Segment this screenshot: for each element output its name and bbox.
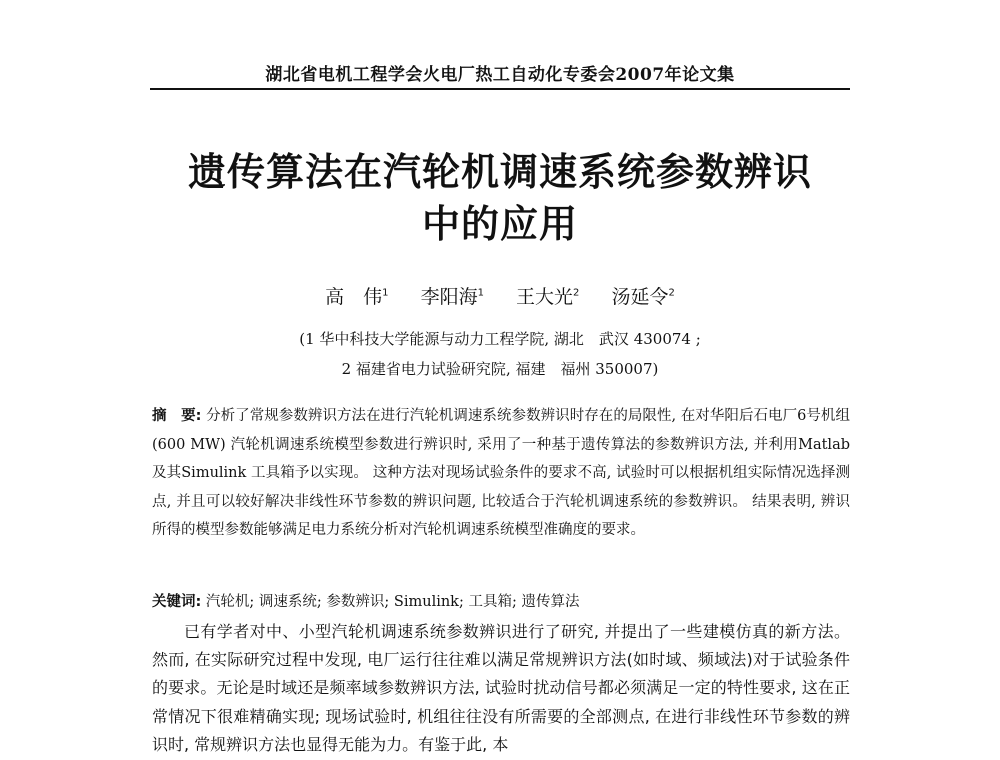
author-list — [150, 282, 850, 309]
author — [421, 282, 484, 309]
author-affiliation-mark: 1 — [382, 287, 389, 299]
author — [611, 282, 674, 309]
keywords — [152, 588, 850, 616]
keywords-text: 汽轮机; 调速系统; 参数辨识; Simulink; 工具箱; 遗传算法 — [201, 594, 580, 610]
affiliation-1: (1 华中科技大学能源与动力工程学院, 湖北 武汉 430074 ; — [299, 330, 701, 348]
author-affiliation-mark: 1 — [477, 287, 484, 299]
author-affiliation-mark: 2 — [668, 287, 675, 299]
author-affiliation-mark: 2 — [573, 287, 580, 299]
author — [516, 282, 579, 309]
author-name: 高 伟 — [325, 286, 383, 308]
running-header: 湖北省电机工程学会火电厂热工自动化专委会2007年论文集 — [265, 65, 735, 85]
abstract-text: 分析了常规参数辨识方法在进行汽轮机调速系统参数辨识时存在的局限性, 在对华阳后石电厂6号机组(600 MW) 汽轮机调速系统模型参数进行辨识时, 采用了一种基于遗传算法的参数辨识方法, 并利用Matlab 及其Simulink 工具箱予以实现。 这种方法对现场试验条件的要求不高, 试验时可以根据机组实际情况选择测点, 并且可以较好解决非线性环节参数的辨识问题, 比较适合于汽轮机调速系统的参数辨识。 结果表明, 辨识所得的模型参数能够满足电力系统分析对汽轮机调速系统模型准确度的要求。 — [152, 408, 850, 538]
abstract-label: 摘 要: — [152, 408, 202, 424]
paper-title — [100, 146, 900, 250]
author-name: 李阳海 — [420, 286, 478, 308]
header-rule — [150, 88, 850, 90]
abstract — [152, 402, 850, 545]
title-line-2: 中的应用 — [421, 202, 578, 246]
affiliation-2: 2 福建省电力试验研究院, 福建 福州 350007) — [341, 360, 659, 378]
author-name: 汤延令 — [611, 286, 669, 308]
keywords-label: 关键词: — [152, 594, 202, 610]
author-name: 王大光 — [516, 286, 574, 308]
title-line-1: 遗传算法在汽轮机调速系统参数辨识 — [187, 150, 812, 194]
intro-paragraph: 已有学者对中、小型汽轮机调速系统参数辨识进行了研究, 并提出了一些建模仿真的新方法。 然而, 在实际研究过程中发现, 电厂运行往往难以满足常规辨识方法(如时域、频域法)对于试验条件的要求。无论是时域还是频率域参数辨识方法, 试验时扰动信号都必须满足一定的特性要求, 这在正常情况下很难精确实现; 现场试验时, 机组往往没有所需要的全部测点, 在进行非线性环节参数的辨识时, 常规辨识方法也显得无能为力。有鉴于此, 本 — [152, 622, 850, 754]
author — [325, 282, 388, 309]
